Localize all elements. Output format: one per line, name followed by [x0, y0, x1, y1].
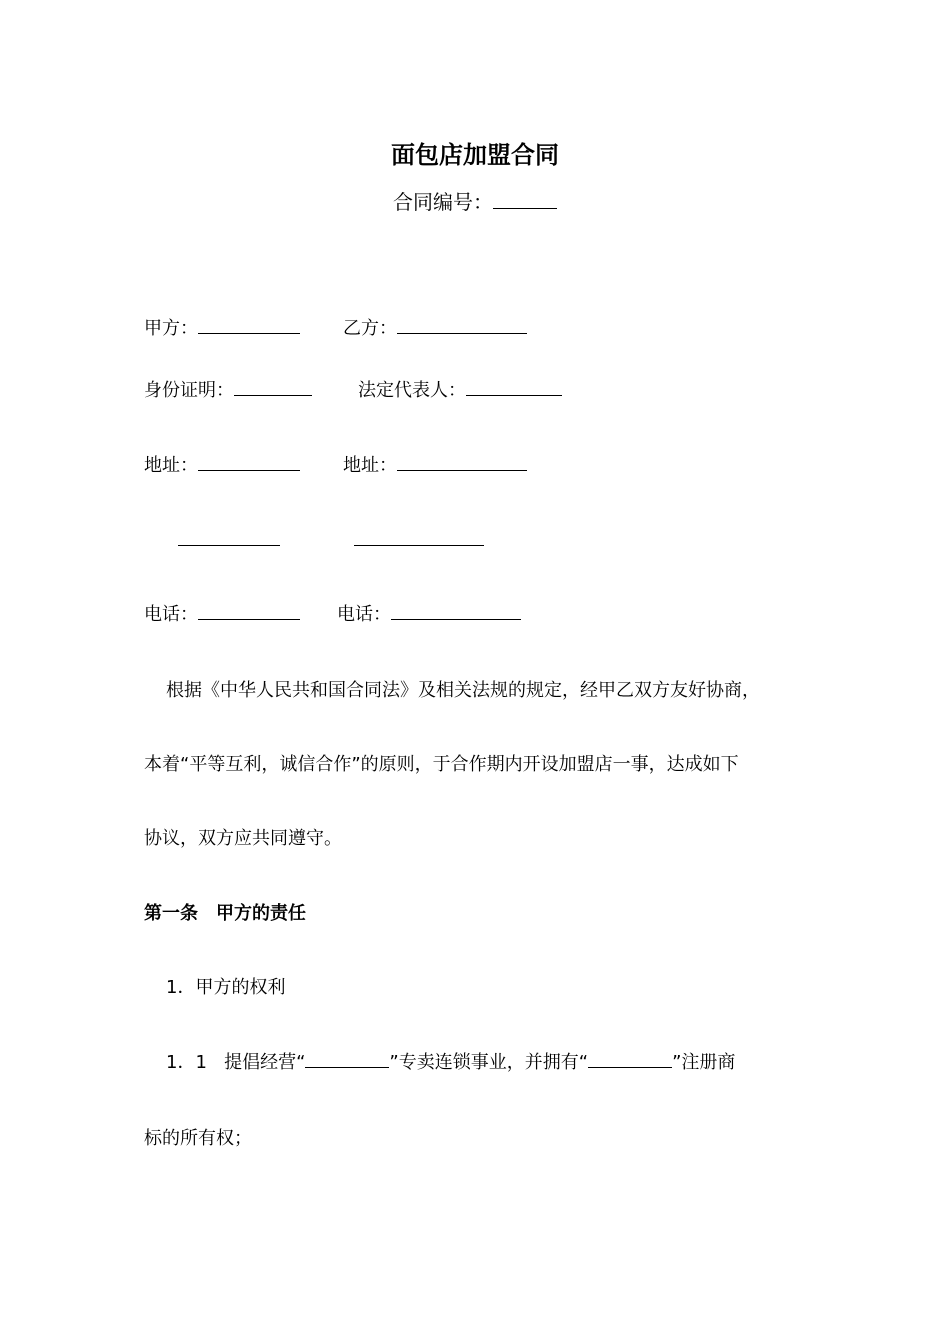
phone-b-blank[interactable]: [391, 601, 521, 620]
item-1-1-number: 1．1: [166, 1052, 207, 1073]
id-cert-blank[interactable]: [234, 377, 312, 396]
legal-rep-blank[interactable]: [466, 377, 562, 396]
article-1-heading: 第一条 甲方的责任: [144, 903, 306, 924]
article-1-item-1-1: [166, 1048, 735, 1074]
party-b-blank[interactable]: [397, 315, 527, 334]
trademark-blank[interactable]: [588, 1049, 672, 1068]
id-cert-label: 身份证明：: [144, 380, 234, 401]
phone-a-blank[interactable]: [198, 601, 300, 620]
intro-line-2: 本着“平等互利，诚信合作”的原则，于合作期内开设加盟店一事，达成如下: [144, 754, 739, 775]
party-a-blank[interactable]: [198, 315, 300, 334]
address-b-continuation-blank[interactable]: [354, 545, 484, 546]
item-1-1-text-b: ”专卖连锁事业，并拥有“: [389, 1052, 589, 1073]
address-b-row: [343, 451, 527, 477]
legal-rep-label: 法定代表人：: [358, 380, 466, 401]
contract-number-label: 合同编号：: [393, 190, 493, 214]
address-b-blank[interactable]: [397, 452, 527, 471]
intro-line-1: 根据《中华人民共和国合同法》及相关法规的规定，经甲乙双方友好协商，: [166, 680, 760, 701]
party-a-row: [144, 314, 300, 340]
address-a-row: [144, 451, 300, 477]
party-b-row: [343, 314, 527, 340]
item-1-1-text-c: ”注册商: [672, 1052, 736, 1073]
document-title: 面包店加盟合同: [391, 141, 559, 169]
article-1-item-1: 1．甲方的权利: [166, 977, 286, 998]
phone-a-row: [144, 600, 300, 626]
intro-line-3: 协议，双方应共同遵守。: [144, 828, 342, 849]
item-1-1-text-a: 提倡经营“: [224, 1052, 306, 1073]
party-b-label: 乙方：: [343, 318, 397, 339]
legal-rep-row: [358, 376, 562, 402]
address-a-blank[interactable]: [198, 452, 300, 471]
address-a-continuation-blank[interactable]: [178, 545, 280, 546]
address-b-label: 地址：: [343, 455, 397, 476]
contract-number-blank[interactable]: [493, 190, 557, 209]
party-a-label: 甲方：: [144, 318, 198, 339]
address-a-label: 地址：: [144, 455, 198, 476]
phone-b-row: [337, 600, 521, 626]
business-name-blank[interactable]: [305, 1049, 389, 1068]
phone-a-label: 电话：: [144, 604, 198, 625]
phone-b-label: 电话：: [337, 604, 391, 625]
id-cert-row: [144, 376, 312, 402]
contract-number: [0, 186, 950, 215]
article-1-item-1-1-cont: 标的所有权；: [144, 1128, 252, 1149]
